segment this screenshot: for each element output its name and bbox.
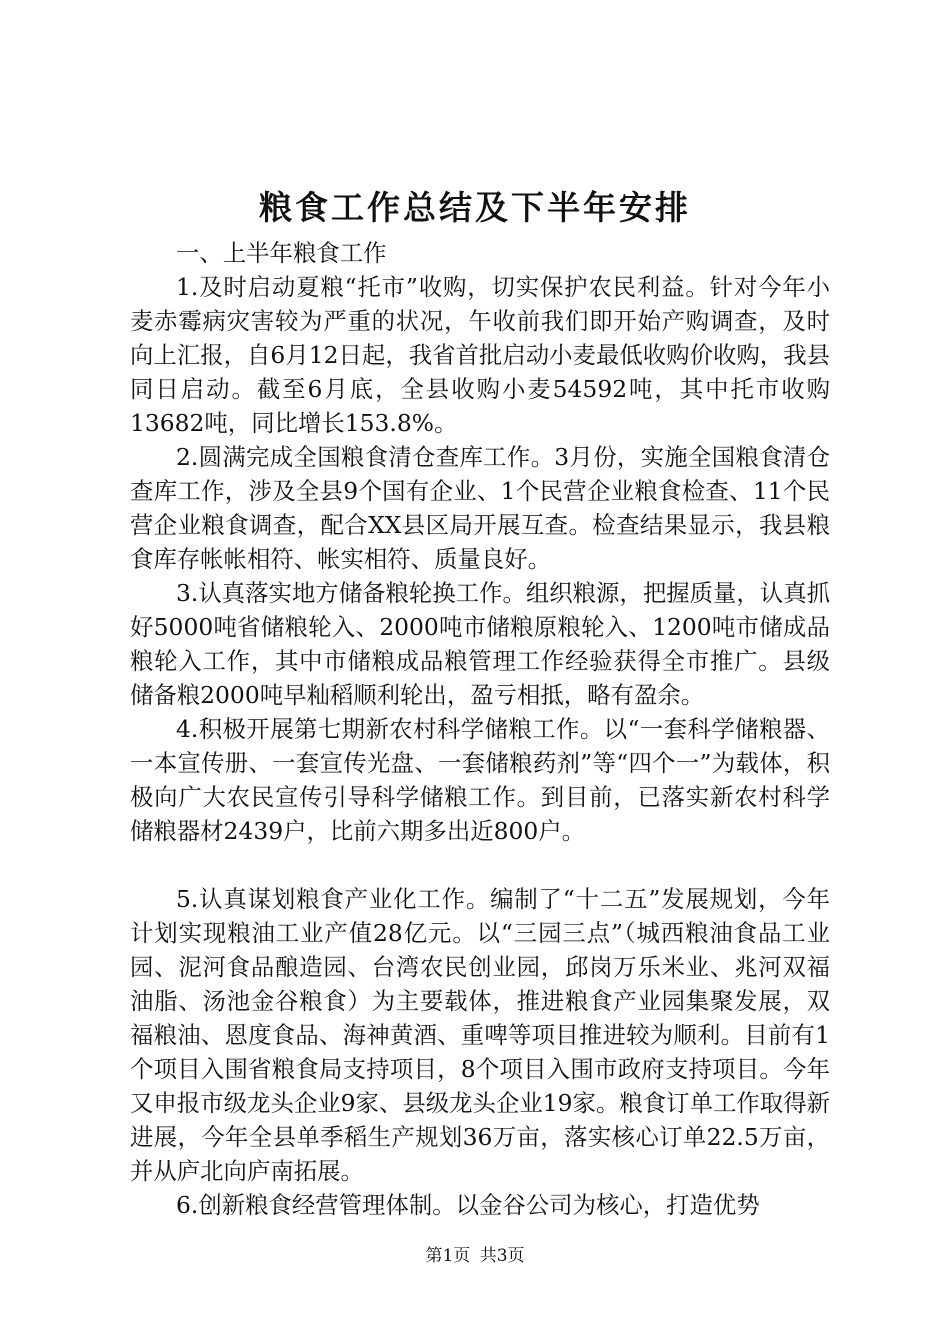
page-number: 第1页: [425, 1246, 471, 1266]
section-heading: 一、上半年粮食工作: [176, 239, 387, 267]
page-footer: [0, 1244, 950, 1268]
page-title: 粮食工作总结及下半年安排: [259, 188, 691, 227]
paragraph-1: 1.及时启动夏粮“托市”收购，切实保护农民利益。针对今年小麦赤霉病灾害较为严重的状况，午收前我们即开始产购调查，及时向上汇报，自6月12日起，我省首批启动小麦最低收购价收购，我县同日启动。截至6月底，全县收购小麦54592吨，其中托市收购13682吨，同比增长153.8%。: [130, 273, 830, 437]
page-total: 共3页: [479, 1246, 525, 1266]
paragraph-4: 4.积极开展第七期新农村科学储粮工作。以“一套科学储粮器、一本宣传册、一套宣传光盘、一套储粮药剂”等“四个一”为载体，积极向广大农民宣传引导科学储粮工作。到目前，已落实新农村科学储粮器材2439户，比前六期多出近800户。: [130, 715, 830, 845]
paragraph-5: 5.认真谋划粮食产业化工作。编制了“十二五”发展规划，今年计划实现粮油工业产值28亿元。以“三园三点”（城西粮油食品工业园、泥河食品酿造园、台湾农民创业园，邱岗万乐米业、兆河双福油脂、汤池金谷粮食）为主要载体，推进粮食产业园集聚发展，双福粮油、恩度食品、海神黄酒、重啤等项目推进较为顺利。目前有1个项目入围省粮食局支持项目，8个项目入围市政府支持项目。今年又申报市级龙头企业9家、县级龙头企业19家。粮食订单工作取得新进展，今年全县单季稻生产规划36万亩，落实核心订单22.5万亩，并从庐北向庐南拓展。: [130, 885, 830, 1185]
paragraph-6: 6.创新粮食经营管理体制。以金谷公司为核心，打造优势: [176, 1191, 760, 1219]
document-body: [130, 236, 830, 1222]
paragraph-2: 2.圆满完成全国粮食清仓查库工作。3月份，实施全国粮食清仓查库工作，涉及全县9个国有企业、1个民营企业粮食检查、11个民营企业粮食调查，配合XX县区局开展互查。检查结果显示，我县粮食库存帐帐相符、帐实相符、质量良好。: [130, 443, 830, 573]
paragraph-3: 3.认真落实地方储备粮轮换工作。组织粮源，把握质量，认真抓好5000吨省储粮轮入、2000吨市储粮原粮轮入、1200吨市储成品粮轮入工作，其中市储粮成品粮管理工作经验获得全市推广。县级储备粮2000吨早籼稻顺利轮出，盈亏相抵，略有盈余。: [130, 579, 830, 709]
